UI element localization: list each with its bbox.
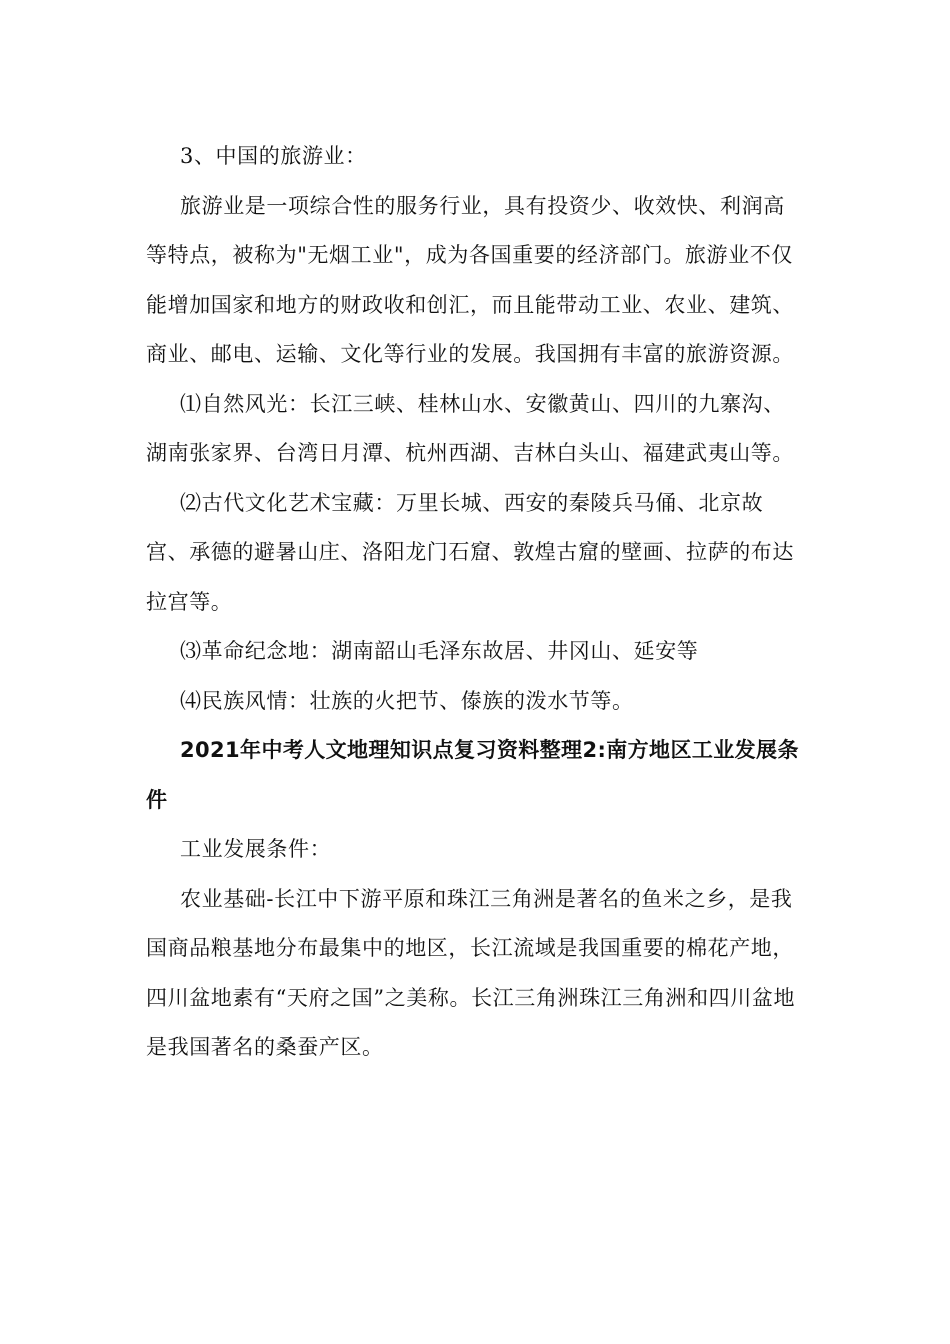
list-item-revolutionary-sites: ⑶革命纪念地：湖南韶山毛泽东故居、井冈山、延安等 <box>180 639 699 663</box>
list-item-ancient-culture: ⑵古代文化艺术宝藏：万里长城、西安的秦陵兵马俑、北京故宫、承德的避暑山庄、洛阳龙门石窟、敦煌古窟的壁画、拉萨的布达拉宫等。 <box>146 490 794 614</box>
list-item-natural-scenery: ⑴自然风光：长江三峡、桂林山水、安徽黄山、四川的九寨沟、湖南张家界、台湾日月潭、杭州西湖、吉林白头山、福建武夷山等。 <box>146 391 794 465</box>
document-body <box>146 132 806 1073</box>
paragraph-tourism-intro: 旅游业是一项综合性的服务行业，具有投资少、收效快、利润高等特点，被称为"无烟工业"，成为各国重要的经济部门。旅游业不仅能增加国家和地方的财政收和创汇，而且能带动工业、农业、建筑、商业、邮电、运输、文化等行业的发展。我国拥有丰富的旅游资源。 <box>146 193 794 366</box>
paragraph-agriculture-base: 农业基础-长江中下游平原和珠江三角洲是著名的鱼米之乡，是我国商品粮基地分布最集中的地区，长江流域是我国重要的棉花产地，四川盆地素有“天府之国”之美称。长江三角洲珠江三角洲和四川盆地是我国著名的桑蚕产区。 <box>146 886 796 1059</box>
section-heading-tourism: 3、中国的旅游业： <box>180 144 367 168</box>
subheading-industry-conditions: 工业发展条件： <box>180 837 332 861</box>
list-item-ethnic-customs: ⑷民族风情：壮族的火把节、傣族的泼水节等。 <box>180 688 634 713</box>
section-title-south-industry: 2021年中考人文地理知识点复习资料整理2:南方地区工业发展条件 <box>146 738 799 812</box>
